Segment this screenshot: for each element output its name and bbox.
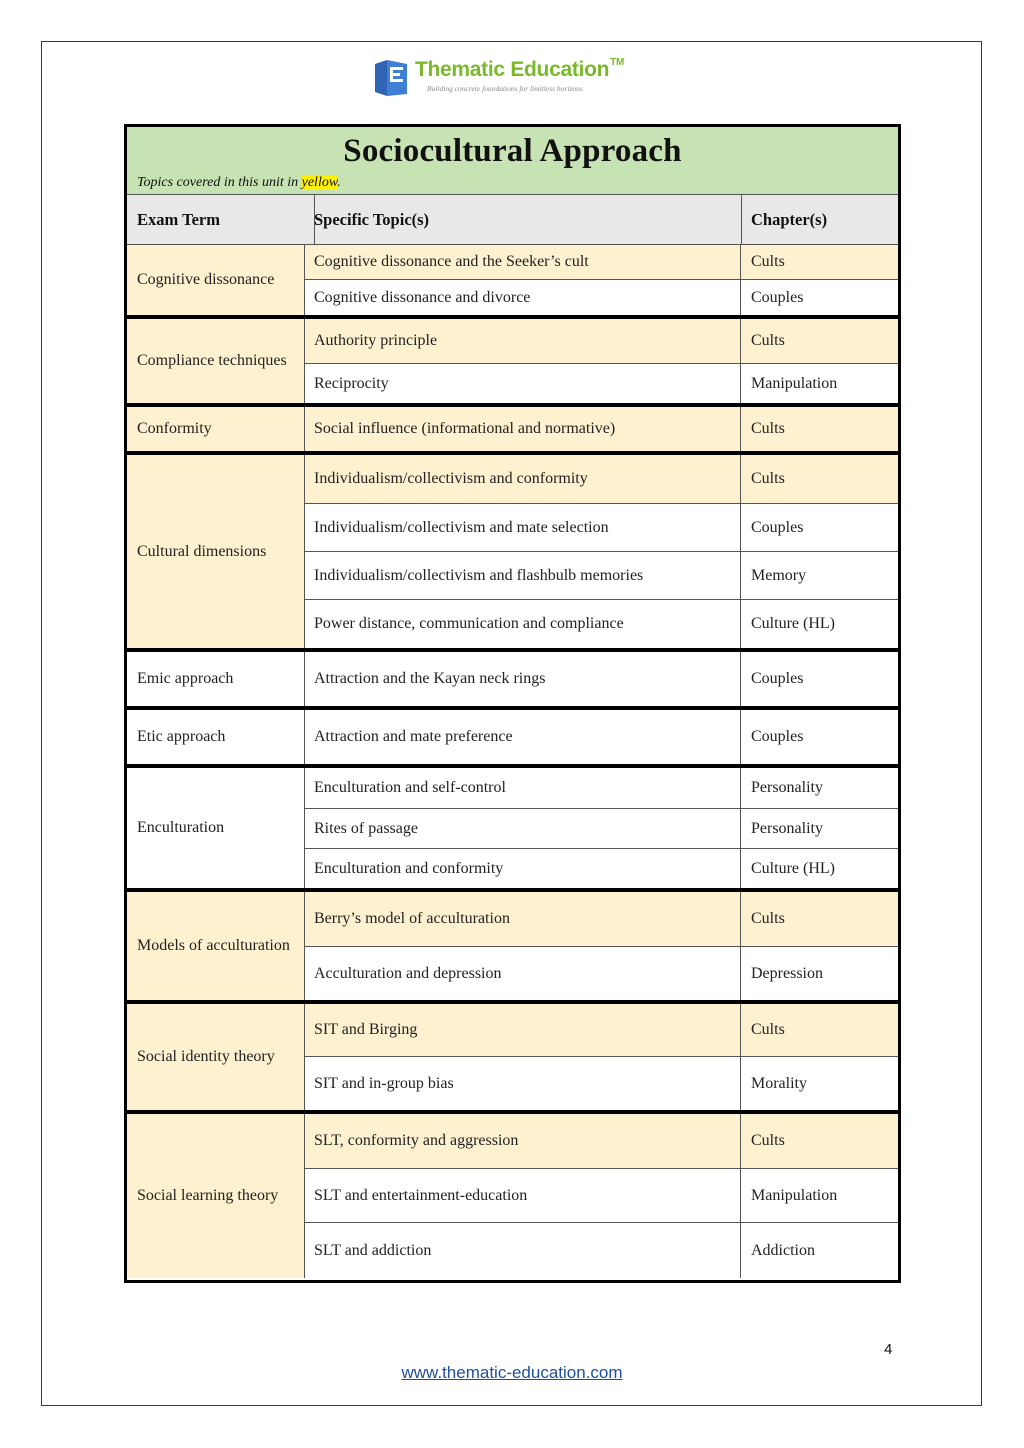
table-title-band (127, 127, 898, 195)
table-row (305, 503, 898, 551)
chapter-cell: Couples (751, 288, 804, 306)
table-row (305, 768, 898, 808)
term-group (127, 403, 898, 451)
table-row (305, 1114, 898, 1168)
specific-topic-cell: Authority principle (305, 319, 741, 363)
specific-topic-cell: Social influence (informational and normative) (305, 407, 741, 451)
specific-topic-cell: SIT and in-group bias (305, 1057, 741, 1110)
term-group (127, 315, 898, 403)
table-row (305, 599, 898, 648)
term-group (127, 706, 898, 764)
chapter-cell: Addiction (751, 1241, 815, 1259)
term-group (127, 888, 898, 1000)
chapter-cell: Personality (751, 779, 823, 796)
term-group (127, 451, 898, 648)
table-row (305, 892, 898, 946)
brand-tagline: Building concrete foundations for limitless horizons (427, 84, 583, 93)
header-exam-term: Exam Term (137, 210, 220, 229)
table-row (305, 1004, 898, 1056)
chapter-cell: Couples (751, 728, 804, 745)
table-title: Sociocultural Approach (343, 133, 682, 169)
brand-name: Thematic Education™ (415, 57, 624, 81)
exam-term-cell: Models of acculturation (127, 892, 305, 1000)
table-row (305, 245, 898, 279)
exam-term-cell: Social identity theory (127, 1004, 305, 1110)
specific-topic-cell: SIT and Birging (305, 1004, 741, 1056)
table-row (305, 652, 898, 706)
chapter-cell: Cults (741, 319, 898, 363)
exam-term-cell: Cultural dimensions (127, 455, 305, 648)
term-group (127, 1000, 898, 1110)
chapter-cell: Cults (741, 1004, 898, 1056)
specific-topic-cell: Reciprocity (305, 364, 741, 403)
specific-topic-cell: Attraction and the Kayan neck rings (305, 652, 741, 706)
exam-term-cell: Emic approach (127, 652, 305, 706)
specific-topic-cell: Individualism/collectivism and flashbulb memories (305, 552, 741, 599)
table-row (305, 279, 898, 315)
specific-topic-cell: SLT and addiction (305, 1223, 741, 1278)
specific-topic-cell: Enculturation and conformity (305, 849, 741, 888)
table-row (305, 551, 898, 599)
table-header-row (127, 195, 898, 245)
chapter-cell: Memory (751, 566, 807, 584)
specific-topic-cell: Berry’s model of acculturation (305, 892, 741, 946)
specific-topic-cell: SLT and entertainment-education (305, 1169, 741, 1222)
exam-term-cell: Compliance techniques (127, 319, 305, 403)
term-group (127, 245, 898, 315)
chapter-cell: Manipulation (751, 374, 838, 392)
book-logo-icon (373, 58, 409, 98)
specific-topic-cell: Acculturation and depression (305, 947, 741, 1000)
specific-topic-cell: Rites of passage (305, 809, 741, 848)
term-group (127, 648, 898, 706)
exam-term-cell: Cognitive dissonance (127, 245, 305, 315)
topics-table (124, 124, 901, 1283)
website-link[interactable]: www.thematic-education.com (401, 1363, 623, 1382)
table-row (305, 1168, 898, 1222)
table-subtitle: Topics covered in this unit in yellow. (137, 175, 341, 190)
chapter-cell: Manipulation (751, 1186, 838, 1204)
table-row (305, 1222, 898, 1278)
page-number: 4 (884, 1341, 893, 1358)
chapter-cell: Cults (741, 407, 898, 451)
header-specific-topic-label: Specific Topic(s) (314, 210, 430, 229)
exam-term-cell: Enculturation (127, 768, 305, 888)
chapter-cell: Couples (751, 518, 804, 536)
table-row (305, 710, 898, 764)
specific-topic-cell: Cognitive dissonance and divorce (305, 280, 741, 315)
header-chapter-divider (741, 195, 742, 244)
chapter-cell: Culture (HL) (751, 615, 835, 632)
brand-logo (373, 56, 653, 100)
highlight-word: yellow (301, 175, 338, 190)
table-row (305, 1056, 898, 1110)
specific-topic-cell: Cognitive dissonance and the Seeker’s cult (305, 245, 741, 279)
exam-term-cell: Conformity (127, 407, 305, 451)
term-group (127, 764, 898, 888)
table-row (305, 363, 898, 403)
chapter-cell: Culture (HL) (751, 859, 835, 877)
chapter-cell: Cults (741, 245, 898, 279)
specific-topic-cell: SLT, conformity and aggression (305, 1114, 741, 1168)
specific-topic-cell: Power distance, communication and compliance (305, 600, 741, 648)
chapter-cell: Cults (741, 892, 898, 946)
chapter-cell: Depression (751, 964, 823, 982)
chapter-cell: Couples (751, 670, 804, 687)
chapter-cell: Personality (751, 819, 823, 837)
exam-term-cell: Etic approach (127, 710, 305, 764)
table-row (305, 946, 898, 1000)
table-row (305, 808, 898, 848)
table-row (305, 848, 898, 888)
header-chapter: Chapter(s) (751, 210, 828, 229)
chapter-cell: Cults (741, 455, 898, 503)
chapter-cell: Cults (741, 1114, 898, 1168)
term-group (127, 1110, 898, 1278)
specific-topic-cell: Individualism/collectivism and mate selection (305, 504, 741, 551)
specific-topic-cell: Individualism/collectivism and conformity (305, 455, 741, 503)
table-row (305, 407, 898, 451)
table-row (305, 455, 898, 503)
exam-term-cell: Social learning theory (127, 1114, 305, 1278)
specific-topic-cell: Enculturation and self-control (305, 768, 741, 808)
specific-topic-cell: Attraction and mate preference (305, 710, 741, 764)
table-row (305, 319, 898, 363)
chapter-cell: Morality (751, 1074, 807, 1092)
